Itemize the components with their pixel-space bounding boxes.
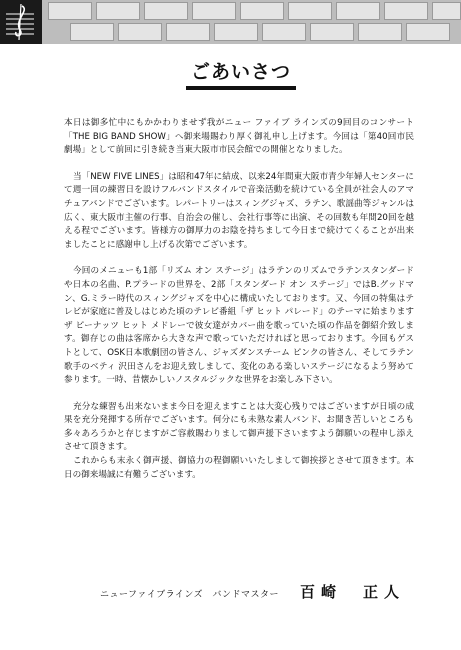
paragraph: 本日は御多忙中にもかかわりませず我がニュー ファイブ ラインズの9回目のコンサート「THE BIG BAND SHOW」へ御来場賜わり厚く御礼申し上げます。今回は「第40回市民劇場」として前回に引き続き当東大阪市市民会館での開催となりました。	[64, 118, 414, 156]
signature-name: 百崎 正人	[299, 583, 405, 601]
paragraph: これからも末永く御声援、御協力の程御願いいたしまして御挨拶とさせて頂きます。本日の御来場誠に有難うございます。	[64, 456, 414, 480]
title-underline	[186, 86, 296, 90]
signature	[100, 584, 420, 603]
paragraph: 充分な練習も出来ないまま今日を迎えますことは大変心残りではございますが日頃の成果を充分発揮する所存でございます。何分にも未熟な素人バンド、お聞き苦しいところも多々あろうかと存じますがご容赦賜わりまして御声援下さいますよう御願いの程申し添えさせて頂きます。	[64, 401, 414, 453]
page-title-block	[186, 60, 296, 90]
signature-title: ニューファイブラインズ バンドマスター	[100, 590, 280, 600]
page-title: ごあいさつ	[190, 61, 291, 83]
header-decorative-band	[0, 0, 461, 44]
paragraph: 今回のメニューも1部「リズム オン ステージ」はラテンのリズムでラテンスタンダードや日本の名曲、P.プラードの世界を、2部「スタンダード オン ステージ」ではB.グッドマン、G.ミラー時代のスィングジャズを中心に構成いたしております。又、今回の特集はテレビが家庭に普及しはじめた頃のテレビ番組「ザ ヒット パレード」のテーマに始まります ザ ピーナッツ ヒット メドレーで彼女達がカバー曲を歌っていた頃の作品を御紹介致します。御存じの曲は客席から大きな声で歌っていただければと思っております。今回もゲストとして、OSK日本歌劇団の皆さん、ジャズダンスチーム ピンクの皆さん、そしてラテン歌手のベティ 沢田さんをお迎え致しまして、変化のある楽しいステージになるよう努めて参ります。一時、昔懐かしいノスタルジックな世界をお楽しみ下さい。	[64, 266, 414, 386]
paragraph: 当「NEW FIVE LINES」は昭和47年に結成、以来24年間東大阪市青少年婦人センターにて週一回の練習日を設けフルバンドスタイルで音楽活動を続けている全員が社会人のアマチュアバンドでございます。レパートリーはスィングジャズ、ラテン、歌謡曲等ジャンルは広く、東大阪市主催の行事、自治会の催し、会社行事等に出演、その回数も年間20回を越える程でございます。皆様方の御厚力のお陰を持ちまして今日まで続けてくることが出来ましたことに感謝申し上げる次第でございます。	[64, 171, 414, 250]
greeting-body	[64, 117, 414, 482]
band-logo-icon	[0, 0, 42, 44]
